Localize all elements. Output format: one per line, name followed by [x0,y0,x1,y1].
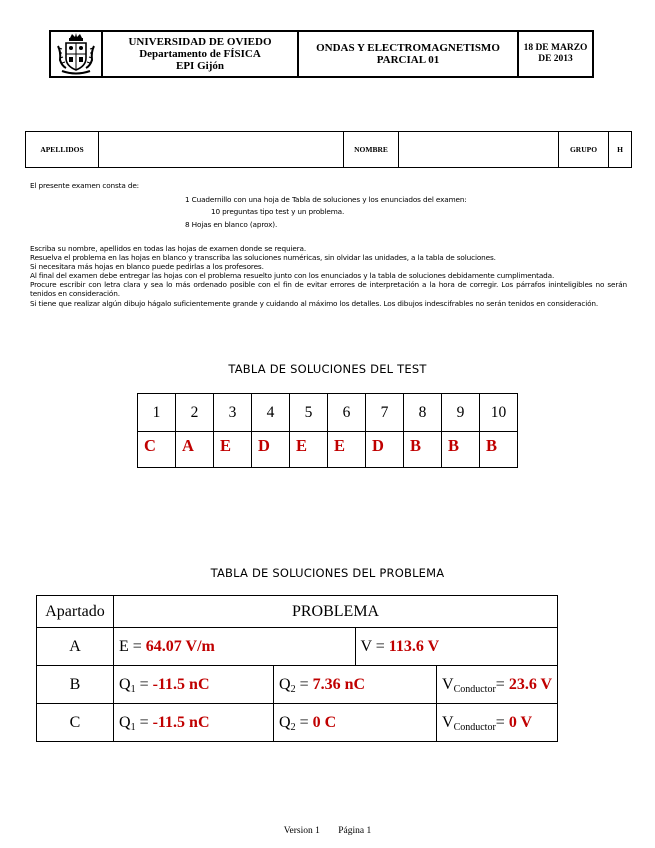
answer-b-conductor [437,666,558,704]
name-label: NOMBRE [344,132,399,168]
question-number: 9 [442,394,480,432]
test-answer: B [404,432,442,468]
rule-paragraph: Si necesitara más hojas en blanco puede pedirlas a los profesores. [30,262,264,272]
rule-paragraph: Si tiene que realizar algún dibujo hágalo suficientemente grande y cuidando al máximo los detalles. Los dibujos indescifrables no serán tenidos en consideración. [30,298,599,308]
version-label: Version 1 [283,826,320,836]
rule-paragraph: Escriba su nombre, apellidos en todas las hojas de examen donde se requiera. [30,244,307,253]
q1-value: -11.5 nC [152,675,210,693]
q2-symbol: Q [279,675,291,693]
group-field[interactable]: H [609,132,632,168]
q1-value: -11.5 nC [152,713,210,731]
answer-c-conductor [437,704,558,742]
surname-field[interactable] [99,132,344,168]
exam-rules [30,244,627,308]
vc-symbol: V [442,675,454,693]
field-label: E = [119,637,146,655]
q2-subscript: 2 [290,721,296,733]
page-number: Página 1 [338,826,372,836]
answer-a-potential [355,628,558,666]
page-footer [0,826,655,836]
answer-b-q1 [114,666,274,704]
vc-subscript: Conductor [453,683,496,695]
logo-cell [50,31,102,77]
section-label: B [37,666,114,704]
rule-paragraph: Procure escribir con letra clara y sea lo más ordenado posible con el fin de evitar errores de interpretación a la hora de corregir. Los párrafos ininteligibles no serán tenidos en consideración. [30,280,627,299]
section-label: C [37,704,114,742]
rule-paragraph: Al final del examen debe entregar las hojas con el problema resuelto junto con los enunciados y la tabla de soluciones debidamente cumplimentada. [30,271,555,281]
course-name: ONDAS Y ELECTROMAGNETISMO [316,42,500,54]
potential-label: V = [360,637,389,655]
vc-equals: = [495,713,509,731]
problem-row-c [37,704,558,742]
vc-subscript: Conductor [453,721,496,733]
test-answer: B [480,432,518,468]
question-number: 3 [214,394,252,432]
question-number: 10 [480,394,518,432]
q2-symbol: Q [279,713,291,731]
institution-cell [102,31,298,77]
q1-equals: = [135,675,153,693]
q2-subscript: 2 [290,683,296,695]
q2-equals: = [295,713,313,731]
exam-header [49,30,594,78]
exam-intro: El presente examen consta de: [30,181,139,190]
surname-label: APELLIDOS [26,132,99,168]
question-number: 4 [252,394,290,432]
question-number: 7 [366,394,404,432]
test-answer: C [138,432,176,468]
q2-value: 7.36 nC [312,675,366,693]
problem-solutions-table [36,595,558,742]
question-number: 1 [138,394,176,432]
q1-equals: = [135,713,153,731]
q1-subscript: 1 [130,721,136,733]
name-field[interactable] [399,132,559,168]
question-number: 5 [290,394,328,432]
campus-name: EPI Gijón [176,60,224,72]
problem-table-title: TABLA DE SOLUCIONES DEL PROBLEMA [210,566,445,580]
course-cell [298,31,518,77]
university-crest-icon [54,32,98,76]
section-label: A [37,628,114,666]
group-label: GRUPO [559,132,609,168]
test-table-title: TABLA DE SOLUCIONES DEL TEST [228,362,427,376]
exam-contents-item-3: 8 Hojas en blanco (aprox). [185,220,278,229]
potential-value: 113.6 V [388,637,440,655]
date-cell [518,31,593,77]
exam-contents-item-2: 10 preguntas tipo test y un problema. [211,207,345,216]
exam-date-line1: 18 DE MARZO [523,43,588,53]
question-number-row [138,394,518,432]
answer-row [138,432,518,468]
answer-c-q2 [274,704,437,742]
answer-b-q2 [274,666,437,704]
section-column-header: Apartado [37,596,114,628]
question-number: 6 [328,394,366,432]
vc-equals: = [495,675,509,693]
problem-column-header: PROBLEMA [114,596,558,628]
identification-row [25,131,632,168]
q1-subscript: 1 [130,683,136,695]
exam-name: PARCIAL 01 [376,54,440,66]
rule-paragraph: Resuelva el problema en las hojas en blanco y transcriba las soluciones numéricas, sin olvidar las unidades, a la tabla de soluciones. [30,253,496,263]
problem-row-b [37,666,558,704]
test-answer: E [290,432,328,468]
test-solutions-table [137,393,518,468]
q1-symbol: Q [119,675,131,693]
test-answer: E [328,432,366,468]
problem-row-a [37,628,558,666]
question-number: 2 [176,394,214,432]
test-answer: B [442,432,480,468]
answer-c-q1 [114,704,274,742]
test-answer: A [176,432,214,468]
test-answer: D [252,432,290,468]
university-name: UNIVERSIDAD DE OVIEDO [128,36,272,48]
vc-value: 0 V [508,713,533,731]
department-name: Departamento de FÍSICA [139,48,261,60]
vc-value: 23.6 V [508,675,553,693]
test-answer: E [214,432,252,468]
q2-equals: = [295,675,313,693]
field-value: 64.07 V/m [145,637,215,655]
q2-value: 0 C [312,713,337,731]
q1-symbol: Q [119,713,131,731]
vc-symbol: V [442,713,454,731]
test-answer: D [366,432,404,468]
answer-a-field [114,628,356,666]
question-number: 8 [404,394,442,432]
exam-contents-item-1: 1 Cuadernillo con una hoja de Tabla de soluciones y los enunciados del examen: [185,195,467,204]
exam-date-line2: DE 2013 [538,54,573,64]
